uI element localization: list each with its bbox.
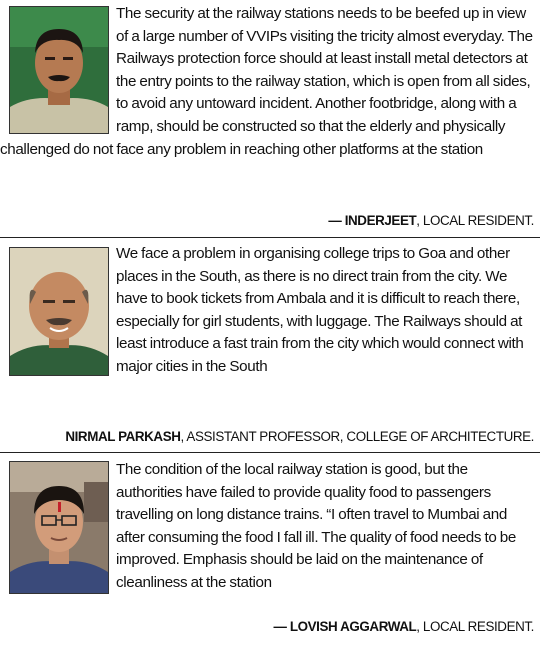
byline-dash: — [328, 213, 345, 228]
byline-1 [328, 213, 534, 228]
byline-name: NIRMAL PARKASH [65, 429, 181, 444]
comment-text-3 [0, 459, 534, 619]
comment-body: We face a problem in organising college trips to Goa and other places in the South, as there is no direct train from the city. We have to book tickets from Ambala and it is difficult to reach there, especially for girl students, with luggage. The Railways should at least introduce a fast train from the city which would connect with major cities in the South [116, 245, 524, 375]
comment-text-1 [0, 3, 534, 161]
byline-role: , ASSISTANT PROFESSOR, COLLEGE OF ARCHITECTURE. [180, 429, 534, 444]
divider-2 [0, 452, 540, 453]
byline-name: INDERJEET [344, 213, 417, 228]
comment-body: The condition of the local railway station is good, but the authorities have failed to provide quality food to passengers travelling on long distance trains. “I often travel to Mumbai and after consuming the food I fall ill. The quality of food needs to be improved. Emphasis should be laid on the maintenance of cleanliness at the station [116, 461, 517, 591]
byline-3 [274, 619, 534, 634]
byline-role: , LOCAL RESIDENT. [416, 213, 534, 228]
byline-2 [65, 429, 534, 444]
byline-name: LOVISH AGGARWAL [289, 619, 417, 634]
comment-body: The security at the railway stations needs to be beefed up in view of a large number of VVIPs visiting the tricity almost everyday. The Railways protection force should at least install metal detectors at the entry points to the railway station, which is open from all sides, to avoid any untoward incident. Another footbridge, along with a ramp, should be constructed so that the elderly and physically challenged do not face any problem in reaching other platforms at the station [0, 5, 533, 158]
byline-role: , LOCAL RESIDENT. [416, 619, 534, 634]
comment-text-2 [0, 243, 534, 379]
divider-1 [0, 237, 540, 238]
byline-dash: — [273, 619, 290, 634]
